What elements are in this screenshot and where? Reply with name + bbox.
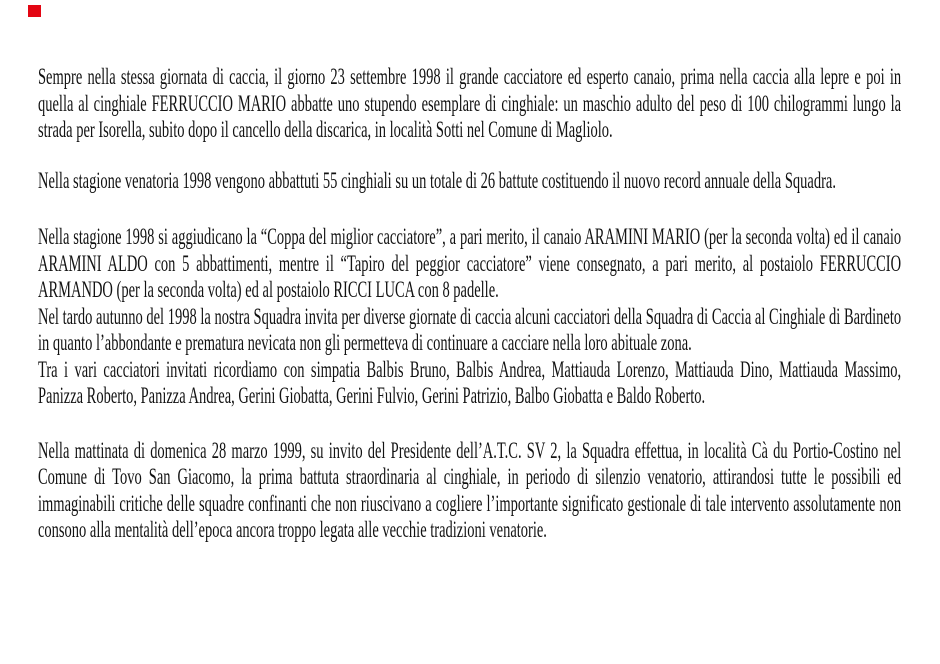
paragraph-march-1999-battuta: Nella mattinata di domenica 28 marzo 1999, su invito del Presidente dell’A.T.C. SV 2, la Squadra effettua, in località Cà du Portio-Costino nel Comune di Tovo San Giacomo, la prima battuta straordinaria al cinghiale, in periodo di silenzio venatorio, attirandosi tutte le possibili ed immaginabili critiche delle squadre confinanti che non riuscivano a cogliere l’importante significato gestionale di tale intervento assolutamente non consono alla mentalità dell’epoca ancora troppo legata alle vecchie tradizioni venatorie. xyxy=(38,437,902,542)
paragraph-trophies: Nella stagione 1998 si aggiudicano la “Coppa del miglior cacciatore”, a pari merito, il canaio ARAMINI MARIO (per la seconda volta) ed il canaio ARAMINI ALDO con 5 abbattimenti, mentre il “Tapiro del peggior cacciatore” viene consegnato, a pari merito, al postaiolo FERRUCCIO ARMANDO (per la seconda volta) ed al postaiolo RICCI LUCA con 8 padelle. xyxy=(38,224,902,302)
paragraph-hunt-ferruccio-mario: Sempre nella stessa giornata di caccia, il giorno 23 settembre 1998 il grande cacciatore ed esperto canaio, prima nella caccia alla lepre e poi in quella al cinghiale FERRUCCIO MARIO abbatte uno stupendo esemplare di cinghiale: un maschio adulto del peso di 100 chilogrammi lungo la strada per Isorella, subito dopo il cancello della discarica, in località Sotti nel Comune di Magliolo. xyxy=(38,64,902,142)
red-square-marker xyxy=(28,5,41,17)
paragraph-season-record: Nella stagione venatoria 1998 vengono abbattuti 55 cinghiali su un totale di 26 battute costituendo il nuovo record annuale della Squadra. xyxy=(38,167,836,193)
paragraph-bardineto-invite: Nel tardo autunno del 1998 la nostra Squadra invita per diverse giornate di caccia alcuni cacciatori della Squadra di Caccia al Cinghiale di Bardineto in quanto l’abbondante e prematura nevicata non gli permetteva di continuare a cacciare nella loro abituale zona. xyxy=(38,303,902,355)
paragraph-invited-hunters: Tra i vari cacciatori invitati ricordiamo con simpatia Balbis Bruno, Balbis Andrea, Mattiauda Lorenzo, Mattiauda Dino, Mattiauda Massimo, Panizza Roberto, Panizza Andrea, Gerini Giobatta, Gerini Fulvio, Gerini Patrizio, Balbo Giobatta e Baldo Roberto. xyxy=(38,356,902,408)
text-block xyxy=(38,64,901,544)
